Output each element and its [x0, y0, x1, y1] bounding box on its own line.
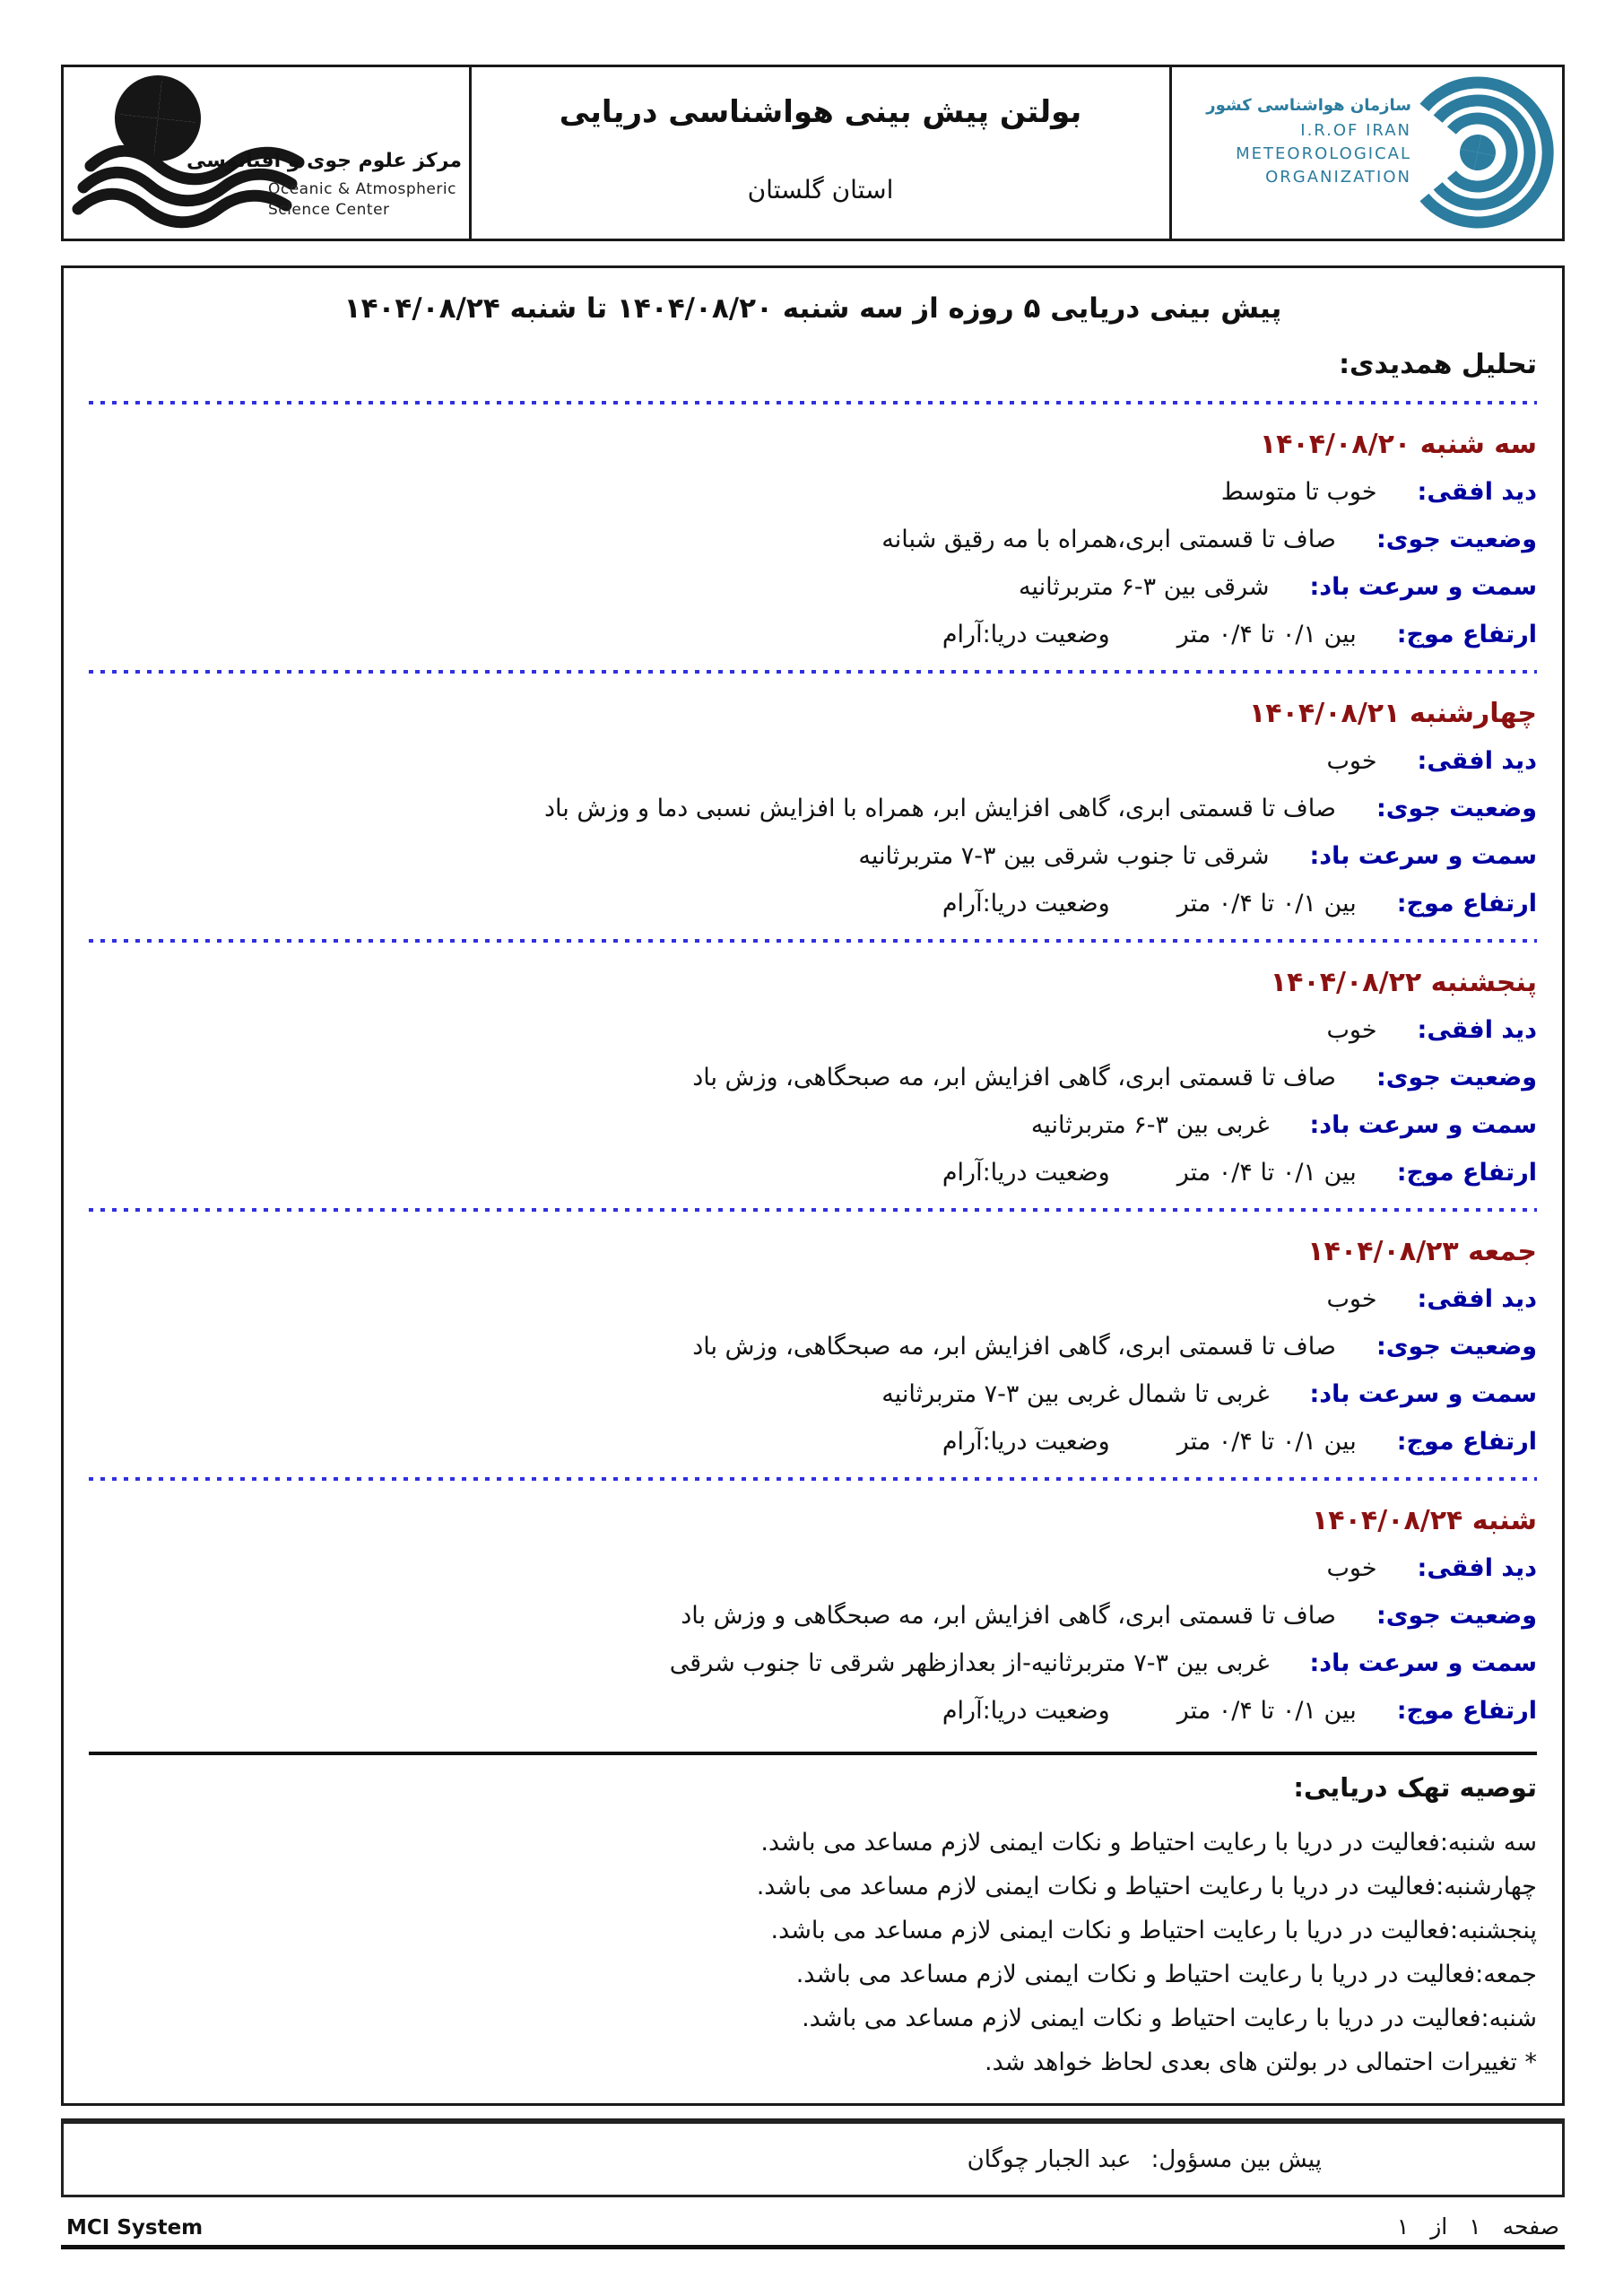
wave-value: بین ۰/۱ تا ۰/۴ متر	[1176, 621, 1357, 648]
visibility-value: خوب	[1326, 1016, 1377, 1044]
wave-row	[89, 1156, 1537, 1190]
forecaster-line	[968, 2146, 1562, 2173]
wave-row	[89, 618, 1537, 652]
sky-label: وضعیت جوی:	[1376, 1333, 1537, 1361]
sea-state-value: وضعیت دریا:آرام	[942, 1159, 1110, 1187]
wave-row	[89, 887, 1537, 921]
sea-state-value: وضعیت دریا:آرام	[942, 1428, 1110, 1456]
visibility-label: دید افقی:	[1417, 747, 1537, 775]
advisory-line: پنجشنبه:فعالیت در دریا با رعایت احتیاط و نکات ایمنی لازم مساعد می باشد.	[770, 1917, 1537, 1944]
wind-label: سمت و سرعت باد:	[1309, 1649, 1537, 1677]
advisory-line: شنبه:فعالیت در دریا با رعایت احتیاط و نکات ایمنی لازم مساعد می باشد.	[802, 2005, 1537, 2032]
wind-label: سمت و سرعت باد:	[1309, 1380, 1537, 1408]
visibility-row	[89, 1552, 1537, 1586]
wind-value: غربی بین ۳-۶ متربرثانیه	[1030, 1111, 1270, 1139]
visibility-label: دید افقی:	[1417, 1285, 1537, 1313]
visibility-label: دید افقی:	[1417, 1016, 1537, 1044]
sky-row	[89, 1599, 1537, 1633]
day-section	[89, 966, 1537, 1212]
dotted-separator	[89, 401, 1537, 404]
day-header: جمعه ۱۴۰۴/۰۸/۲۳	[1307, 1236, 1537, 1267]
advisory-line: جمعه:فعالیت در دریا با رعایت احتیاط و نکات ایمنی لازم مساعد می باشد.	[795, 1961, 1537, 1988]
sky-value: صاف تا قسمتی ابری، گاهی افزایش ابر، مه صبحگاهی، وزش باد	[692, 1333, 1336, 1361]
forecaster-name: عبد الجبار چوگان	[967, 2145, 1132, 2173]
wave-row	[89, 1694, 1537, 1728]
wave-value: بین ۰/۱ تا ۰/۴ متر	[1176, 1697, 1357, 1725]
wind-label: سمت و سرعت باد:	[1309, 573, 1537, 601]
sky-value: صاف تا قسمتی ابری،همراه با مه رقیق شبانه	[881, 526, 1336, 553]
advisory-note: * تغییرات احتمالی در بولتن های بعدی لحاظ خواهد شد.	[985, 2048, 1537, 2076]
sky-label: وضعیت جوی:	[1376, 1064, 1537, 1091]
wind-value: شرقی تا جنوب شرقی بین ۳-۷ متربرثانیه	[858, 842, 1270, 870]
oceanic-center-title-fa: مرکز علوم جوی و اقیانوسی	[187, 150, 462, 172]
oceanic-center-title-en1: Oceanic & Atmospheric	[268, 180, 456, 198]
wave-value: بین ۰/۱ تا ۰/۴ متر	[1176, 890, 1357, 918]
synoptic-analysis-label: تحلیل همدیدی:	[1339, 349, 1537, 380]
sky-row	[89, 1061, 1537, 1095]
wave-label: ارتفاع موج:	[1396, 890, 1537, 918]
irimo-title-en1: I.R.OF IRAN	[1300, 121, 1411, 140]
wave-label: ارتفاع موج:	[1396, 1159, 1537, 1187]
visibility-row	[89, 744, 1537, 778]
wave-row	[89, 1425, 1537, 1459]
oceanic-center-logo	[64, 67, 469, 239]
forecast-title: پیش بینی دریایی ۵ روزه از سه شنبه ۱۴۰۴/۰۸/۲۰ تا شنبه ۱۴۰۴/۰۸/۲۴	[343, 292, 1282, 325]
province-subtitle: استان گلستان	[747, 175, 894, 204]
sky-value: صاف تا قسمتی ابری، گاهی افزایش ابر، مه صبحگاهی و وزش باد	[681, 1602, 1336, 1630]
day-section	[89, 1235, 1537, 1481]
day-section	[89, 1504, 1537, 1728]
wind-value: غربی تا شمال غربی بین ۳-۷ متربرثانیه	[881, 1380, 1270, 1408]
advisory-line: سه شنبه:فعالیت در دریا با رعایت احتیاط و نکات ایمنی لازم مساعد می باشد.	[760, 1829, 1537, 1857]
wind-label: سمت و سرعت باد:	[1309, 1111, 1537, 1139]
wave-label: ارتفاع موج:	[1396, 1697, 1537, 1725]
page-number: صفحه ۱ از ۱	[1396, 2213, 1559, 2239]
wind-value: غربی بین ۳-۷ متربرثانیه-از بعدازظهر شرقی تا جنوب شرقی	[669, 1649, 1270, 1677]
sky-label: وضعیت جوی:	[1376, 526, 1537, 553]
sky-value: صاف تا قسمتی ابری، گاهی افزایش ابر، مه صبحگاهی، وزش باد	[692, 1064, 1336, 1091]
wave-value: بین ۰/۱ تا ۰/۴ متر	[1176, 1159, 1357, 1187]
day-section	[89, 428, 1537, 674]
dotted-separator	[89, 1477, 1537, 1481]
sky-row	[89, 1330, 1537, 1364]
day-header: شنبه ۱۴۰۴/۰۸/۲۴	[1311, 1505, 1537, 1536]
sea-state-value: وضعیت دریا:آرام	[942, 890, 1110, 918]
forecast-body	[61, 265, 1565, 2106]
wave-label: ارتفاع موج:	[1396, 621, 1537, 648]
dotted-separator	[89, 670, 1537, 674]
sea-state-value: وضعیت دریا:آرام	[942, 1697, 1110, 1725]
advisory-line: چهارشنبه:فعالیت در دریا با رعایت احتیاط و نکات ایمنی لازم مساعد می باشد.	[756, 1873, 1537, 1900]
bulletin-main-title: بولتن پیش بینی هواشناسی دریایی	[559, 94, 1082, 130]
irimo-title-en2: METEOROLOGICAL	[1236, 144, 1411, 163]
sky-label: وضعیت جوی:	[1376, 1602, 1537, 1630]
visibility-row	[89, 1283, 1537, 1317]
visibility-value: خوب تا متوسط	[1220, 478, 1377, 506]
day-header: چهارشنبه ۱۴۰۴/۰۸/۲۱	[1249, 698, 1537, 729]
visibility-value: خوب	[1326, 1285, 1377, 1313]
header	[61, 65, 1565, 241]
day-header: سه شنبه ۱۴۰۴/۰۸/۲۰	[1259, 429, 1537, 460]
day-header: پنجشنبه ۱۴۰۴/۰۸/۲۲	[1270, 967, 1537, 998]
visibility-value: خوب	[1326, 747, 1377, 775]
wind-value: شرقی بین ۳-۶ متربرثانیه	[1018, 573, 1270, 601]
system-name: MCI System	[66, 2216, 204, 2239]
dotted-separator	[89, 1208, 1537, 1212]
sky-row	[89, 523, 1537, 557]
day-section	[89, 697, 1537, 943]
sky-label: وضعیت جوی:	[1376, 795, 1537, 822]
sky-value: صاف تا قسمتی ابری، گاهی افزایش ابر، همراه با افزایش نسبی دما و وزش باد	[544, 795, 1336, 822]
wind-row	[89, 1378, 1537, 1412]
irimo-title-fa: سازمان هواشناسی کشور	[1206, 96, 1411, 115]
solid-separator	[89, 1752, 1537, 1755]
visibility-row	[89, 1013, 1537, 1048]
wind-label: سمت و سرعت باد:	[1309, 842, 1537, 870]
sea-state-value: وضعیت دریا:آرام	[942, 621, 1110, 648]
visibility-label: دید افقی:	[1417, 1554, 1537, 1582]
irimo-logo	[1172, 67, 1562, 239]
advisory-title: توصیه تهک دریایی:	[1293, 1772, 1537, 1803]
header-titles	[469, 67, 1172, 239]
oceanic-center-title-en2: Science Center	[268, 201, 390, 219]
irimo-title-en3: ORGANIZATION	[1265, 168, 1411, 187]
dotted-separator	[89, 939, 1537, 943]
wind-row	[89, 570, 1537, 604]
wave-value: بین ۰/۱ تا ۰/۴ متر	[1176, 1428, 1357, 1456]
wind-row	[89, 1109, 1537, 1143]
visibility-value: خوب	[1326, 1554, 1377, 1582]
forecaster-box	[61, 2118, 1565, 2197]
forecaster-label: پیش بین مسؤول:	[1150, 2145, 1322, 2173]
status-bar	[61, 2213, 1565, 2249]
visibility-row	[89, 475, 1537, 509]
wind-row	[89, 839, 1537, 874]
wind-row	[89, 1647, 1537, 1681]
wave-label: ارتفاع موج:	[1396, 1428, 1537, 1456]
sky-row	[89, 792, 1537, 826]
visibility-label: دید افقی:	[1417, 478, 1537, 506]
